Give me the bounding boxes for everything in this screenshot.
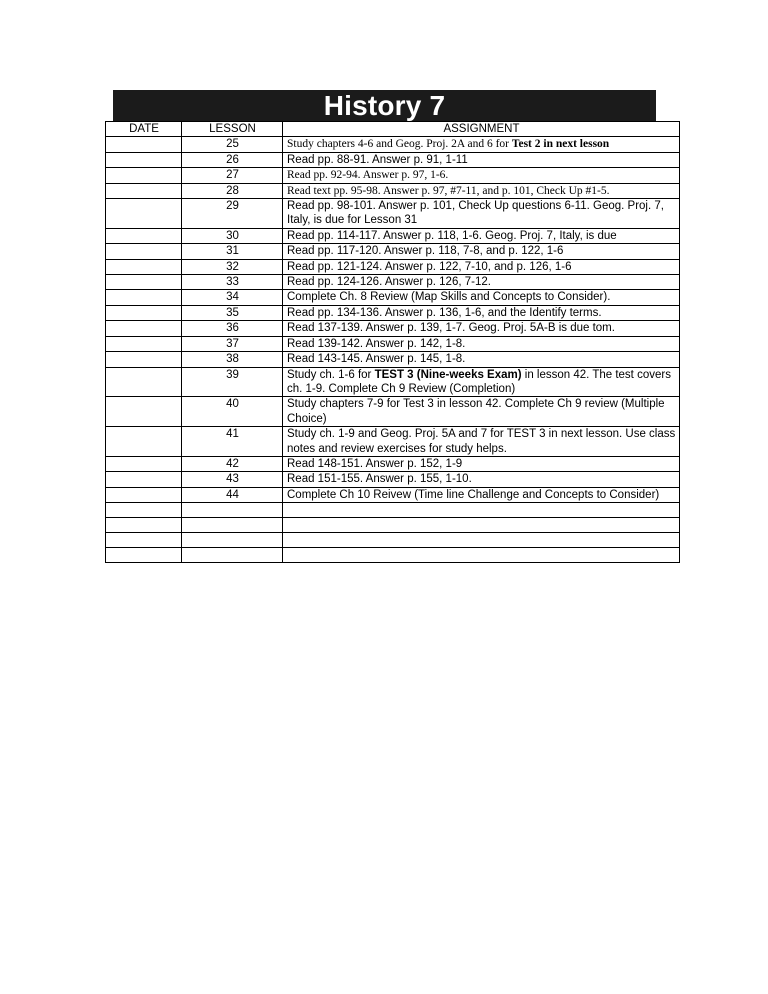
blank-cell xyxy=(182,548,283,563)
assignment-text: Read pp. 98-101. Answer p. 101, Check Up questions 6-11. Geog. Proj. 7, Italy, is due for Lesson 31 xyxy=(287,200,664,227)
assignment-cell xyxy=(283,472,680,487)
assignment-text: Complete Ch 10 Reivew (Time line Challenge and Concepts to Consider) xyxy=(287,488,660,501)
table-row xyxy=(106,456,680,471)
blank-row xyxy=(106,533,680,548)
blank-cell xyxy=(283,548,680,563)
lesson-number: 29 xyxy=(182,199,283,229)
assignment-text: Study chapters 7-9 for Test 3 in lesson 42. Complete Ch 9 review (Multiple Choice) xyxy=(287,398,665,425)
assignment-text-continued: in lesson 42. The test covers ch. 1-9. Complete Ch 9 Review (Completion) xyxy=(287,368,671,395)
assignment-text: Read pp. 88-91. Answer p. 91, 1-11 xyxy=(287,153,468,166)
lesson-number: 41 xyxy=(182,427,283,457)
table-body xyxy=(106,137,680,563)
date-cell xyxy=(106,183,182,198)
lesson-number: 32 xyxy=(182,259,283,274)
date-cell xyxy=(106,275,182,290)
assignment-text: Read pp. 124-126. Answer p. 126, 7-12. xyxy=(287,276,491,289)
blank-cell xyxy=(182,518,283,533)
lesson-number: 27 xyxy=(182,168,283,183)
lesson-number: 25 xyxy=(182,137,283,152)
lesson-number: 40 xyxy=(182,397,283,427)
assignment-text: Read pp. 121-124. Answer p. 122, 7-10, and p. 126, 1-6 xyxy=(287,260,572,273)
assignment-text: Read text pp. 95-98. Answer p. 97, #7-11, and p. 101, Check Up #1-5. xyxy=(287,184,610,197)
blank-cell xyxy=(106,548,182,563)
table-row xyxy=(106,199,680,229)
date-cell xyxy=(106,487,182,502)
assignment-cell xyxy=(283,305,680,320)
date-cell xyxy=(106,152,182,167)
assignment-cell xyxy=(283,259,680,274)
assignment-cell xyxy=(283,137,680,152)
blank-row xyxy=(106,548,680,563)
table-row xyxy=(106,244,680,259)
blank-row xyxy=(106,518,680,533)
assignment-cell xyxy=(283,244,680,259)
assignment-text: Read 151-155. Answer p. 155, 1-10. xyxy=(287,473,472,486)
assignment-text: Read pp. 134-136. Answer p. 136, 1-6, and the Identify terms. xyxy=(287,306,602,319)
assignment-column-header: ASSIGNMENT xyxy=(283,122,680,137)
assignment-text: Study ch. 1-6 for xyxy=(287,368,375,381)
table-row xyxy=(106,305,680,320)
table-header-row xyxy=(106,122,680,137)
assignment-text: Complete Ch. 8 Review (Map Skills and Concepts to Consider). xyxy=(287,291,611,304)
blank-cell xyxy=(283,503,680,518)
table-row xyxy=(106,275,680,290)
table-row xyxy=(106,397,680,427)
blank-cell xyxy=(182,533,283,548)
lesson-number: 28 xyxy=(182,183,283,198)
date-cell xyxy=(106,472,182,487)
lesson-number: 30 xyxy=(182,228,283,243)
table-row xyxy=(106,472,680,487)
blank-row xyxy=(106,503,680,518)
table-row xyxy=(106,367,680,397)
date-cell xyxy=(106,456,182,471)
assignment-cell xyxy=(283,228,680,243)
table-row xyxy=(106,336,680,351)
table-row xyxy=(106,137,680,152)
date-cell xyxy=(106,168,182,183)
date-cell xyxy=(106,352,182,367)
assignment-cell xyxy=(283,352,680,367)
date-cell xyxy=(106,244,182,259)
lesson-number: 26 xyxy=(182,152,283,167)
table-row xyxy=(106,290,680,305)
date-column-header: DATE xyxy=(106,122,182,137)
assignment-cell xyxy=(283,168,680,183)
date-cell xyxy=(106,259,182,274)
assignment-cell xyxy=(283,336,680,351)
assignment-cell xyxy=(283,397,680,427)
assignment-text: Read 143-145. Answer p. 145, 1-8. xyxy=(287,353,466,366)
date-cell xyxy=(106,367,182,397)
assignment-cell xyxy=(283,487,680,502)
assignment-text: Read pp. 114-117. Answer p. 118, 1-6. Geog. Proj. 7, Italy, is due xyxy=(287,229,617,242)
date-cell xyxy=(106,336,182,351)
assignment-text: Study chapters 4-6 and Geog. Proj. 2A and 6 for xyxy=(287,138,512,151)
table-row xyxy=(106,168,680,183)
assignment-text: Study ch. 1-9 and Geog. Proj. 5A and 7 for TEST 3 in next lesson. Use class notes and review exercises for study helps. xyxy=(287,428,676,455)
date-cell xyxy=(106,305,182,320)
assignment-text: Read 148-151. Answer p. 152, 1-9 xyxy=(287,457,463,470)
assignment-cell xyxy=(283,183,680,198)
lesson-number: 44 xyxy=(182,487,283,502)
assignment-cell xyxy=(283,456,680,471)
date-cell xyxy=(106,427,182,457)
table-row xyxy=(106,352,680,367)
lesson-number: 36 xyxy=(182,321,283,336)
table-row xyxy=(106,321,680,336)
table-row xyxy=(106,259,680,274)
lesson-number: 35 xyxy=(182,305,283,320)
assignment-emphasis: TEST 3 (Nine-weeks Exam) xyxy=(374,368,522,381)
lesson-column-header: LESSON xyxy=(182,122,283,137)
date-cell xyxy=(106,290,182,305)
title-banner xyxy=(113,90,656,121)
assignment-text: Read pp. 117-120. Answer p. 118, 7-8, and p. 122, 1-6 xyxy=(287,245,564,258)
date-cell xyxy=(106,228,182,243)
table-row xyxy=(106,228,680,243)
blank-cell xyxy=(283,533,680,548)
assignment-cell xyxy=(283,290,680,305)
assignment-table xyxy=(105,121,680,563)
lesson-number: 43 xyxy=(182,472,283,487)
assignment-cell xyxy=(283,367,680,397)
blank-cell xyxy=(283,518,680,533)
blank-cell xyxy=(182,503,283,518)
table-row xyxy=(106,152,680,167)
assignment-cell xyxy=(283,275,680,290)
lesson-number: 38 xyxy=(182,352,283,367)
lesson-number: 31 xyxy=(182,244,283,259)
blank-cell xyxy=(106,533,182,548)
assignment-cell xyxy=(283,152,680,167)
lesson-number: 42 xyxy=(182,456,283,471)
table-row xyxy=(106,183,680,198)
assignment-text: Read pp. 92-94. Answer p. 97, 1-6. xyxy=(287,169,449,182)
table-row xyxy=(106,487,680,502)
date-cell xyxy=(106,199,182,229)
lesson-number: 37 xyxy=(182,336,283,351)
lesson-number: 33 xyxy=(182,275,283,290)
date-cell xyxy=(106,397,182,427)
date-cell xyxy=(106,137,182,152)
page-title: History 7 xyxy=(323,90,446,121)
lesson-number: 39 xyxy=(182,367,283,397)
assignment-cell xyxy=(283,321,680,336)
assignment-text: Read 139-142. Answer p. 142, 1-8. xyxy=(287,337,466,350)
blank-cell xyxy=(106,503,182,518)
table-row xyxy=(106,427,680,457)
assignment-cell xyxy=(283,199,680,229)
assignment-emphasis: Test 2 in next lesson xyxy=(511,138,610,151)
assignment-cell xyxy=(283,427,680,457)
assignment-text: Read 137-139. Answer p. 139, 1-7. Geog. Proj. 5A-B is due tom. xyxy=(287,322,615,335)
lesson-number: 34 xyxy=(182,290,283,305)
blank-cell xyxy=(106,518,182,533)
date-cell xyxy=(106,321,182,336)
